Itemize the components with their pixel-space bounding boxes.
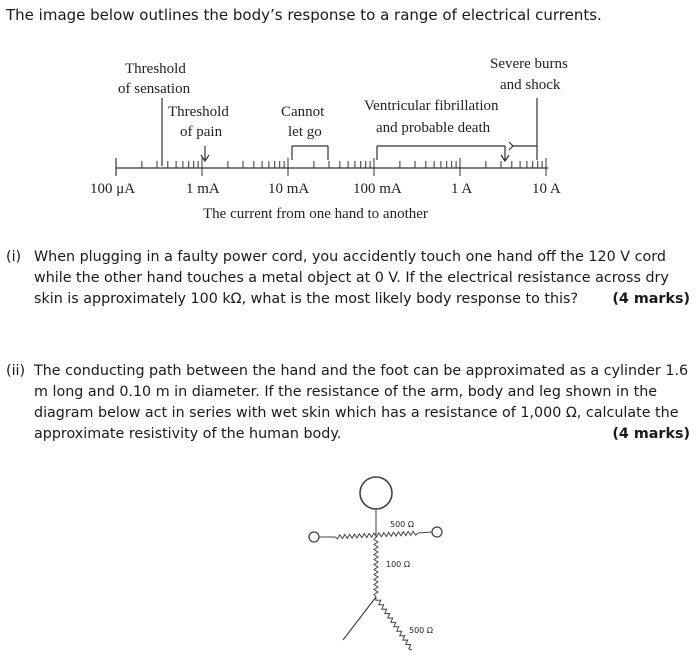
leg-resistance-label: 500 Ω	[409, 626, 433, 635]
intro-text: The image below outlines the body’s response to a range of electrical currents.	[6, 6, 602, 24]
label-cannot-let-go-2: let go	[288, 124, 322, 140]
label-threshold-sensation-2: of sensation	[118, 81, 191, 97]
label-severe-burns-2: and shock	[500, 77, 561, 93]
arm-resistance-label: 500 Ω	[390, 520, 414, 529]
tick-10ma: 10 mA	[268, 181, 310, 197]
question-2-marks: (4 marks)	[612, 426, 690, 442]
tick-100ua: 100 μA	[90, 181, 136, 197]
question-2-number: (ii)	[6, 363, 26, 379]
head-icon	[360, 477, 392, 509]
question-1-marks: (4 marks)	[612, 291, 690, 307]
question-1-text: When plugging in a faulty power cord, you accidently touch one hand off the 120 V cord while the other hand touches a metal object at 0 V. If the electrical resistance across dry skin is approximately 100 kΩ, what is the most likely body response to this?	[34, 249, 669, 307]
leg-resistor	[376, 597, 412, 650]
left-leg	[343, 597, 376, 640]
label-threshold-sensation-1: Threshold	[125, 61, 186, 77]
left-terminal	[309, 532, 319, 542]
axis-caption: The current from one hand to another	[203, 206, 428, 222]
tick-1ma: 1 mA	[186, 181, 220, 197]
label-threshold-pain-1: Threshold	[168, 104, 229, 120]
question-1-number: (i)	[6, 249, 22, 265]
label-ventricular-1: Ventricular fibrillation	[364, 98, 499, 114]
label-ventricular-2: and probable death	[376, 120, 491, 136]
label-cannot-let-go-1: Cannot	[281, 104, 325, 120]
tick-10a: 10 A	[532, 181, 561, 197]
body-resistor	[374, 509, 378, 597]
tick-100ma: 100 mA	[353, 181, 402, 197]
label-threshold-pain-2: of pain	[180, 124, 223, 140]
question-2-text: The conducting path between the hand and the foot can be approximated as a cylinder 1.6 m long and 0.10 m in diameter. If the resistance of the arm, body and leg shown in the diagram below act in series with wet skin which has a resistance of 1,000 Ω, calculate the approximate resistivity of the human body.	[34, 363, 689, 442]
right-terminal	[432, 527, 442, 537]
body-resistance-label: 100 Ω	[386, 560, 410, 569]
tick-1a: 1 A	[451, 181, 473, 197]
label-severe-burns-1: Severe burns	[490, 56, 568, 72]
